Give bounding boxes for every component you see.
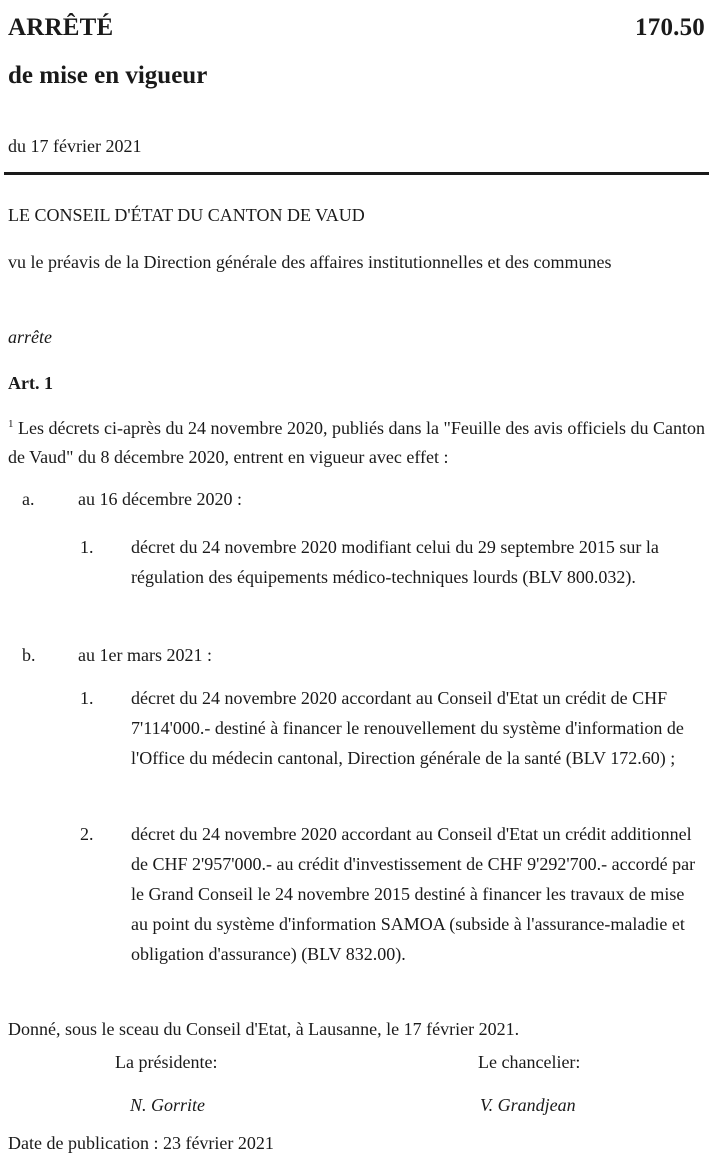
document-subtitle: de mise en vigueur	[8, 62, 208, 89]
item-letter: b.	[22, 645, 36, 665]
paragraph-marker: 1	[8, 418, 14, 430]
decision-word: arrête	[8, 327, 52, 347]
given-statement: Donné, sous le sceau du Conseil d'Etat, à Lausanne, le 17 février 2021.	[8, 1019, 520, 1039]
sub-item-text: décret du 24 novembre 2020 accordant au Conseil d'Etat un crédit additionnel de CHF 2'957'000.- au crédit d'investissement de CHF 9'292'700.- accordé par le Grand Conseil le 24 novembre 2015 destiné à financer les travaux de mise au point du système d'information SAMOA (subside à l'assurance-maladie et obligation d'assurance) (BLV 832.00).	[131, 824, 696, 964]
article-title: Art. 1	[8, 373, 53, 393]
sub-item-text: décret du 24 novembre 2020 accordant au Conseil d'Etat un crédit de CHF 7'114'000.- destiné à financer le renouvellement du système d'information de l'Office du médecin cantonal, Direction générale de la santé (BLV 172.60) ;	[131, 688, 684, 768]
preamble: vu le préavis de la Direction générale des affaires institutionnelles et des communes	[8, 252, 612, 272]
item-label: au 16 décembre 2020 :	[78, 489, 242, 509]
item-letter: a.	[22, 489, 35, 509]
header-divider	[4, 172, 709, 175]
sub-item-number: 1.	[80, 688, 94, 708]
sub-list-item	[0, 532, 713, 624]
sub-list-item	[0, 819, 713, 1001]
publication-date: Date de publication : 23 février 2021	[8, 1133, 274, 1153]
document-type: ARRÊTÉ	[8, 14, 114, 41]
list-item	[0, 484, 713, 514]
sub-item-number: 1.	[80, 537, 94, 557]
signature-role-chancellor: Le chancelier:	[478, 1052, 581, 1072]
title-row	[8, 14, 705, 42]
sub-item-text: décret du 24 novembre 2020 modifiant celui du 29 septembre 2015 sur la régulation des équipements médico-techniques lourds (BLV 800.032).	[131, 537, 659, 587]
authority-line: LE CONSEIL D'ÉTAT DU CANTON DE VAUD	[8, 205, 365, 225]
sub-item-number: 2.	[80, 824, 94, 844]
signature-name-president: N. Gorrite	[130, 1095, 206, 1115]
signature-name-chancellor: V. Grandjean	[480, 1095, 576, 1115]
list-item	[0, 640, 713, 670]
document-number: 170.50	[635, 14, 705, 41]
sub-list-item	[0, 683, 713, 805]
signature-role-president: La présidente:	[115, 1052, 218, 1072]
article-intro	[8, 414, 705, 472]
article-intro-text: Les décrets ci-après du 24 novembre 2020, publiés dans la "Feuille des avis officiels du Canton de Vaud" du 8 décembre 2020, entrent en vigueur avec effet :	[8, 418, 705, 467]
document-date: du 17 février 2021	[8, 136, 142, 156]
item-label: au 1er mars 2021 :	[78, 645, 212, 665]
